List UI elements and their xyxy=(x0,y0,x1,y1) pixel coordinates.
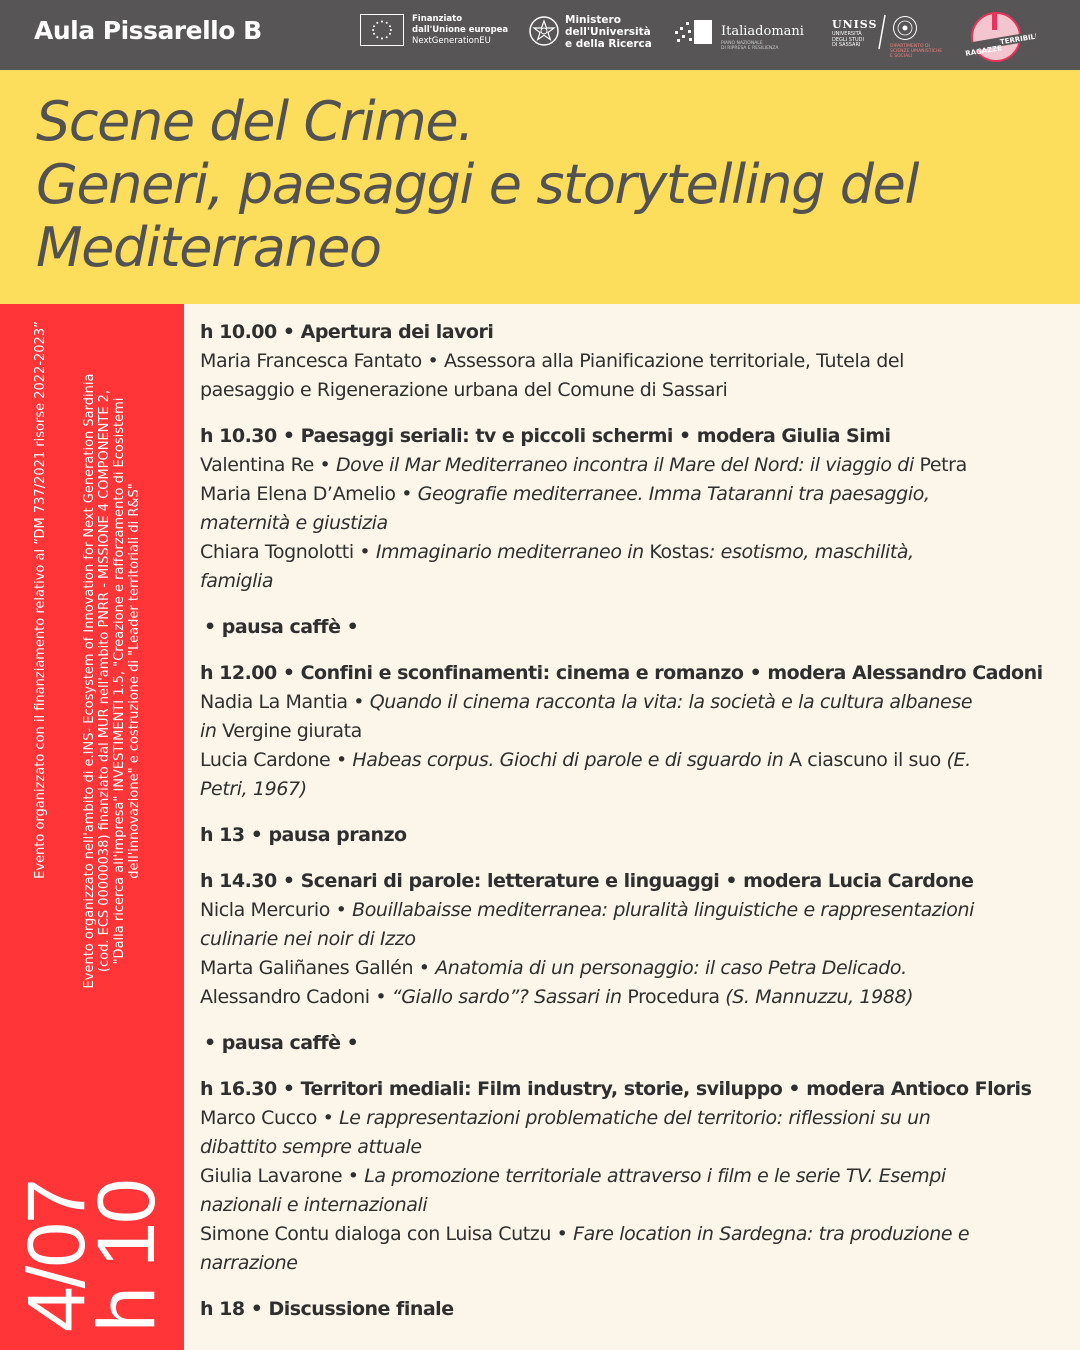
mur-logo-text: Ministero dell'Università e della Ricerca xyxy=(565,14,652,50)
italiadomani-logo xyxy=(674,12,814,54)
speaker-line: Maria Francesca Fantato • Assessora alla Pianificazione territoriale, Tutela del xyxy=(200,350,905,372)
funding-note-2: Evento organizzato nell'ambito di e.INS- Ecosystem of Innovation for Next Generation Sardinia (cod. ECS 00000038) finanziato dal MUR nell'ambito PNRR - MISSIONE 4 COMPONENTE 2, "Dalla ricerca all'impresa" INVESTIMENTI 1.5, "Creazione e rafforzamento di Ecosistemi dell'innovazione" e costruzione di "Leader territoriali di R&S" xyxy=(82,373,142,989)
speaker-line: culinarie nei noir di Izzo xyxy=(200,928,416,950)
speaker-line: Nadia La Mantia • Quando il cinema racconta la vita: la società e la cultura albanese xyxy=(200,691,973,713)
date-label: 4/07 xyxy=(11,1180,102,1332)
coffee-break: • pausa caffè • xyxy=(204,1032,359,1054)
speaker-line: maternità e giustizia xyxy=(200,512,388,534)
eu-logo-text: Finanziato dall'Unione europea NextGenerationEU xyxy=(412,14,509,46)
italiadomani-subtext: PIANO NAZIONALE DI RIPRESA E RESILIENZA xyxy=(721,41,779,51)
title-line-1: Scene del Crime. xyxy=(36,90,473,153)
uniss-subtext: UNIVERSITÀ DEGLI STUDI DI SASSARI xyxy=(832,31,864,48)
session-confini xyxy=(200,659,1070,804)
ragazze-terribili-logo xyxy=(956,10,1036,64)
lunch-break: h 13 • pausa pranzo xyxy=(200,824,407,846)
venue-label: Aula Pissarello B xyxy=(34,16,262,45)
uniss-logo xyxy=(832,12,943,60)
session-heading: h 16.30 • Territori mediali: Film industry, storie, sviluppo • modera Antioco Floris xyxy=(200,1078,1032,1100)
session-heading: h 10.00 • Apertura dei lavori xyxy=(200,321,494,343)
uniss-department-text: DIPARTIMENTO DI SCIENZE UMANISTICHE E SOCIALI xyxy=(890,44,943,59)
svg-text:RAGAZZE: RAGAZZE xyxy=(964,44,1003,58)
session-scenari-di-parole xyxy=(200,867,1070,1012)
session-paesaggi-seriali xyxy=(200,422,1070,596)
mur-logo xyxy=(528,12,658,54)
coffee-break: • pausa caffè • xyxy=(204,616,359,638)
speaker-line: dibattito sempre attuale xyxy=(200,1136,422,1158)
event-date xyxy=(11,1102,172,1332)
eu-flag-icon xyxy=(360,14,404,46)
title-band xyxy=(0,70,1080,304)
ragazze-terribili-icon xyxy=(956,10,1036,64)
uniss-name: UNISS xyxy=(832,18,878,31)
session-heading: h 14.30 • Scenari di parole: letterature e linguaggi • modera Lucia Cardone xyxy=(200,870,974,892)
program xyxy=(200,318,1070,1341)
speaker-line: Nicla Mercurio • Bouillabaisse mediterranea: pluralità linguistiche e rappresentazioni xyxy=(200,899,975,921)
title-line-2: Generi, paesaggi e storytelling del xyxy=(36,153,919,216)
uniss-seal-icon xyxy=(892,15,918,41)
italiadomani-mark-icon xyxy=(674,18,716,46)
session-territori-mediali xyxy=(200,1075,1070,1278)
speaker-line: Marta Galiñanes Gallén • Anatomia di un personaggio: il caso Petra Delicado. xyxy=(200,957,907,979)
speaker-line: Simone Contu dialoga con Luisa Cutzu • Fare location in Sardegna: tra produzione e xyxy=(200,1223,970,1245)
session-opening xyxy=(200,318,1070,405)
header-bar xyxy=(0,0,1080,70)
title-line-3: Mediterraneo xyxy=(36,216,381,279)
slash-divider-icon xyxy=(878,14,886,50)
eu-logo xyxy=(360,12,510,54)
time-label: h 10 xyxy=(81,1180,172,1332)
speaker-line: famiglia xyxy=(200,570,274,592)
speaker-line: Chiara Tognolotti • Immaginario mediterraneo in Kostas: esotismo, maschilità, xyxy=(200,541,914,563)
session-heading: h 12.00 • Confini e sconfinamenti: cinema e romanzo • modera Alessandro Cadoni xyxy=(200,662,1043,684)
speaker-line: Marco Cucco • Le rappresentazioni problematiche del territorio: riflessioni su un xyxy=(200,1107,931,1129)
speaker-line: narrazione xyxy=(200,1252,298,1274)
speaker-line: Lucia Cardone • Habeas corpus. Giochi di parole e di sguardo in A ciascuno il suo (E. xyxy=(200,749,971,771)
speaker-line: paesaggio e Rigenerazione urbana del Comune di Sassari xyxy=(200,379,728,401)
final-discussion: h 18 • Discussione finale xyxy=(200,1298,454,1320)
italian-emblem-icon xyxy=(528,15,560,47)
speaker-line: nazionali e internazionali xyxy=(200,1194,428,1216)
speaker-line: Maria Elena D’Amelio • Geografie mediterranee. Imma Tataranni tra paesaggio, xyxy=(200,483,930,505)
svg-text:TERRIBILI: TERRIBILI xyxy=(999,32,1036,47)
funding-note-1: Evento organizzato con il finanziamento relativo al “DM 737/2021 risorse 2022-2023” xyxy=(33,321,48,879)
speaker-line: Alessandro Cadoni • “Giallo sardo”? Sassari in Procedura (S. Mannuzzu, 1988) xyxy=(200,986,914,1008)
italiadomani-text: Italiadomani xyxy=(721,24,804,39)
speaker-line: Giulia Lavarone • La promozione territoriale attraverso i film e le serie TV. Esempi xyxy=(200,1165,946,1187)
speaker-line: Petri, 1967) xyxy=(200,778,307,800)
speaker-line: Valentina Re • Dove il Mar Mediterraneo incontra il Mare del Nord: il viaggio di Petra xyxy=(200,454,967,476)
speaker-line: in Vergine giurata xyxy=(200,720,362,742)
session-heading: h 10.30 • Paesaggi seriali: tv e piccoli schermi • modera Giulia Simi xyxy=(200,425,891,447)
